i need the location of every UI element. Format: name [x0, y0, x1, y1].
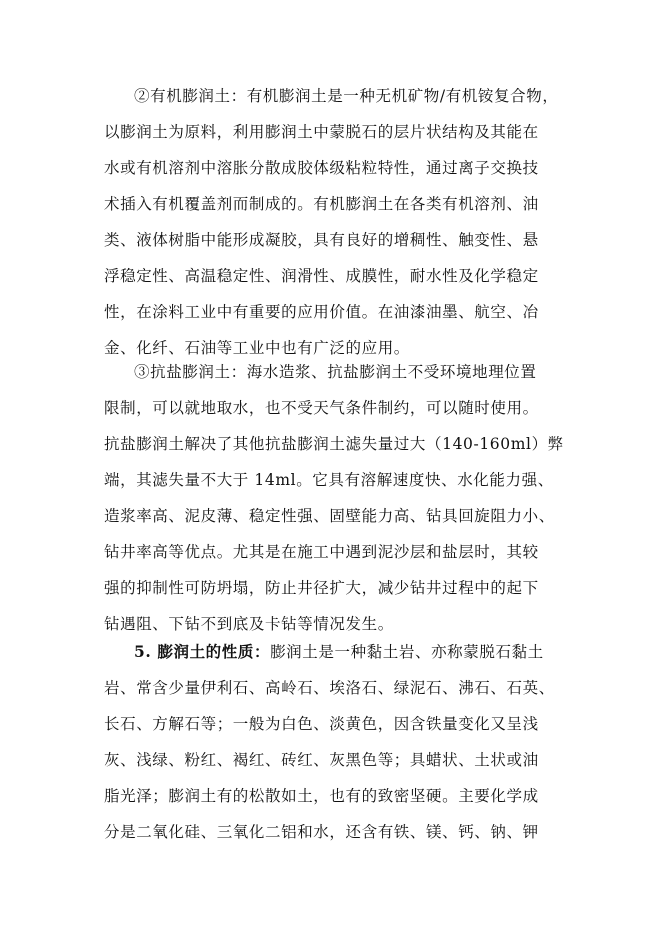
text-line: 术插入有机覆盖剂而制成的。有机膨润土在各类有机溶剂、油 — [104, 195, 539, 213]
text-line: 脂光泽；膨润土有的松散如土，也有的致密坚硬。主要化学成 — [104, 787, 539, 805]
text-line: 岩、常含少量伊利石、高岭石、埃洛石、绿泥石、沸石、石英、 — [104, 679, 555, 697]
text-line: 水或有机溶剂中溶胀分散成胶体级粘粒特性，通过离子交换技 — [104, 159, 539, 177]
paragraph-salt-resistant-bentonite — [104, 354, 564, 642]
text-line: 钻井率高等优点。尤其是在施工中遇到泥沙层和盐层时，其较 — [104, 543, 539, 561]
paragraph-bentonite-properties — [104, 634, 564, 850]
text-line: 类、液体树脂中能形成凝胶，具有良好的增稠性、触变性、悬 — [104, 231, 539, 249]
section-heading: 5. 膨润土的性质： — [134, 642, 271, 661]
text-line: ③抗盐膨润土：海水造浆、抗盐膨润土不受环境地理位置 — [134, 363, 537, 381]
text-line: 金、化纤、石油等工业中也有广泛的应用。 — [104, 339, 410, 357]
text-line: 限制，可以就地取水，也不受天气条件制约，可以随时使用。 — [104, 399, 539, 417]
text-line: 造浆率高、泥皮薄、稳定性强、固壁能力高、钻具回旋阻力小、 — [104, 507, 555, 525]
text-line: 性，在涂料工业中有重要的应用价值。在油漆油墨、航空、冶 — [104, 303, 539, 321]
text-line: 灰、浅绿、粉红、褐红、砖红、灰黑色等；具蜡状、土状或油 — [104, 751, 539, 769]
text-line-content: 膨润土是一种黏土岩、亦称蒙脱石黏土 — [270, 643, 544, 661]
text-line: ②有机膨润土：有机膨润土是一种无机矿物/有机铵复合物， — [134, 87, 559, 105]
text-line: 以膨润土为原料，利用膨润土中蒙脱石的层片状结构及其能在 — [104, 123, 539, 141]
text-line: 端，其滤失量不大于 14ml。它具有溶解速度快、水化能力强、 — [104, 471, 554, 489]
text-line: 钻遇阻、下钻不到底及卡钻等情况发生。 — [104, 615, 394, 633]
text-line: 分是二氧化硅、三氧化二铝和水，还含有铁、镁、钙、钠、钾 — [104, 823, 539, 841]
text-line: 长石、方解石等；一般为白色、淡黄色，因含铁量变化又呈浅 — [104, 715, 539, 733]
text-line: 强的抑制性可防坍塌，防止井径扩大，减少钻井过程中的起下 — [104, 579, 539, 597]
paragraph-organic-bentonite — [104, 78, 564, 366]
text-line — [104, 634, 564, 670]
text-line: 浮稳定性、高温稳定性、润滑性、成膜性，耐水性及化学稳定 — [104, 267, 539, 285]
text-line: 抗盐膨润土解决了其他抗盐膨润土滤失量过大（140-160ml）弊 — [104, 435, 564, 453]
